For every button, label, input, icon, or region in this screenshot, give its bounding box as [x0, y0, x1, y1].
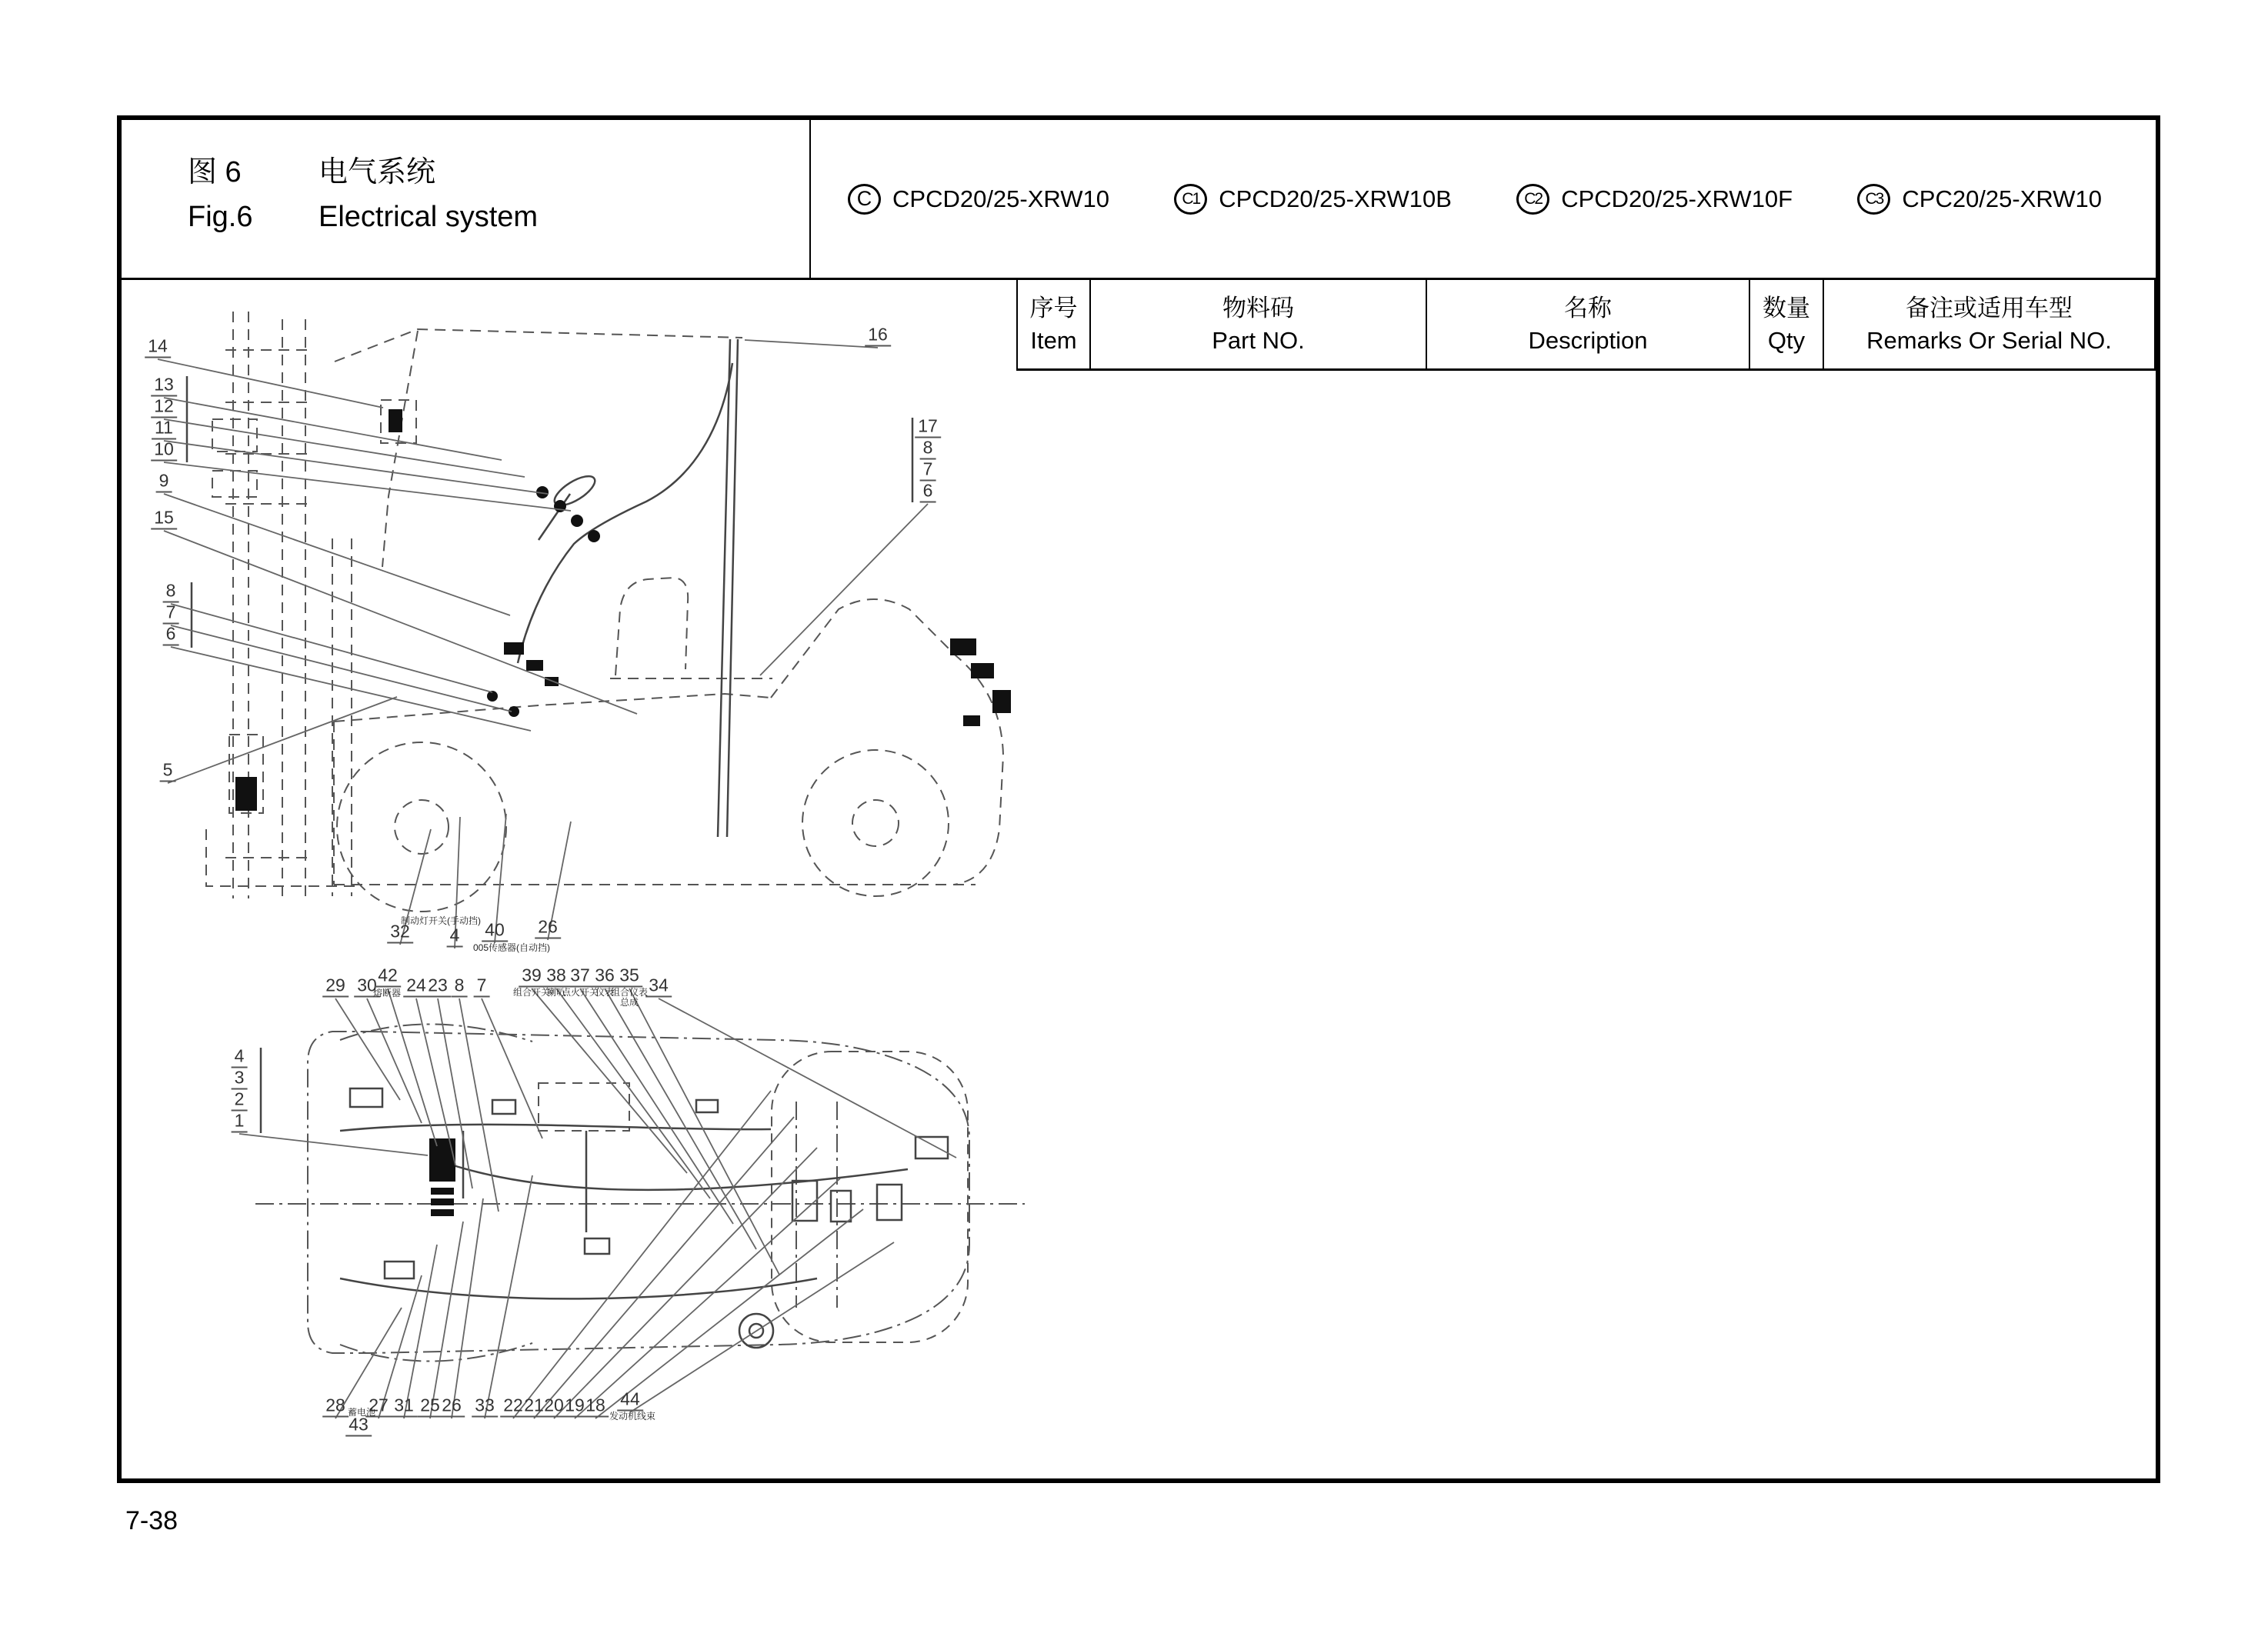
diagram-callout-23: 23: [425, 977, 451, 998]
diagram-callout-4: 4: [447, 927, 463, 948]
diagram-callout-7: 7: [474, 977, 490, 998]
diagram-callout-16: 16: [865, 326, 891, 347]
diagram-callout-27: 27: [365, 1397, 392, 1418]
model-badge-c1: C1: [1174, 184, 1207, 215]
diagram-callout-26: 26: [439, 1397, 465, 1418]
col-header-item: 序号 Item: [1017, 279, 1090, 370]
diagram-callout-11: 11: [152, 419, 176, 440]
diagram-callout-35: 35: [616, 967, 642, 988]
diagram-callout-26: 26: [535, 918, 561, 939]
fig-number-zh: 图 6: [188, 156, 242, 188]
diagram-callout-10: 10: [151, 441, 177, 462]
diagram-callout-24: 24: [403, 977, 429, 998]
diagram-callout-12: 12: [151, 398, 177, 418]
fig-title-zh: 电气系统: [319, 156, 436, 188]
diagram-callout-8: 8: [452, 977, 468, 998]
diagram-callout-1: 1: [232, 1112, 248, 1133]
diagram-tiny-annotation: 喇叭: [546, 987, 566, 998]
col-header-part-no: 物料码 Part NO.: [1090, 279, 1426, 370]
diagram-callout-43: 43: [345, 1416, 372, 1437]
model-code-item: [1857, 184, 2102, 215]
figure-title-block: [122, 120, 811, 278]
diagram-tiny-annotation: 点火开关: [561, 987, 599, 998]
diagram-callout-20: 20: [541, 1397, 567, 1418]
diagram-callout-29: 29: [322, 977, 349, 998]
col-header-description: 名称 Description: [1426, 279, 1749, 370]
diagram-callout-42: 42: [375, 967, 401, 988]
diagram-callout-2: 2: [232, 1091, 248, 1112]
model-code-label: CPCD20/25-XRW10F: [1561, 185, 1793, 212]
diagram-callout-7: 7: [920, 461, 936, 482]
diagram-callout-40: 40: [482, 922, 508, 942]
diagram-callout-31: 31: [391, 1397, 417, 1418]
page-number: 7-38: [125, 1506, 178, 1535]
diagram-callout-36: 36: [592, 967, 618, 988]
diagram-callout-18: 18: [582, 1397, 609, 1418]
diagram-callout-3: 3: [232, 1069, 248, 1090]
col-header-qty: 数量 Qty: [1749, 279, 1823, 370]
fig-number-en: Fig.6: [188, 201, 253, 233]
parts-table: [1016, 278, 2156, 1478]
diagram-callout-21: 21: [521, 1397, 547, 1418]
diagram-tiny-annotation: 蓄电池: [347, 1407, 376, 1418]
diagram-callout-34: 34: [645, 977, 672, 998]
table-header-row: [1017, 279, 2155, 370]
fig-title-en: Electrical system: [319, 201, 539, 233]
model-code-item: [1174, 184, 1452, 215]
model-code-item: [848, 184, 1109, 215]
model-badge-c3: C3: [1857, 184, 1890, 215]
model-badge-c: C: [848, 184, 881, 215]
diagram-callout-32: 32: [387, 923, 413, 944]
model-code-item: [1516, 184, 1793, 215]
diagram-callout-4: 4: [232, 1048, 248, 1068]
diagram-callout-6: 6: [920, 482, 936, 503]
diagram-tiny-annotation: 组合仪表: [610, 987, 649, 998]
col-header-remarks: 备注或适用车型 Remarks Or Serial NO.: [1823, 279, 2155, 370]
diagram-callout-30: 30: [354, 977, 380, 998]
page-border-frame: [117, 115, 2160, 1483]
diagram-callout-38: 38: [543, 967, 569, 988]
title-band: [122, 120, 2156, 280]
diagram-callout-22: 22: [500, 1397, 526, 1418]
model-code-label: CPCD20/25-XRW10: [892, 185, 1109, 212]
diagram-callout-19: 19: [562, 1397, 588, 1418]
diagram-callout-7: 7: [163, 604, 179, 625]
model-badge-c2: C2: [1516, 184, 1549, 215]
diagram-callout-15: 15: [151, 509, 177, 530]
diagram-callout-39: 39: [519, 967, 545, 988]
diagram-callout-13: 13: [151, 376, 177, 397]
model-codes-list: [811, 120, 2156, 278]
diagram-callout-33: 33: [472, 1397, 498, 1418]
diagram-tiny-annotation: 制动灯开关(手动挡): [401, 915, 481, 926]
diagram-tiny-annotation: 总成: [619, 997, 639, 1008]
diagram-callout-5: 5: [160, 762, 176, 782]
diagram-tiny-annotation: 发动机线束: [609, 1411, 656, 1422]
diagram-callout-6: 6: [163, 625, 179, 646]
diagram-callout-44: 44: [617, 1391, 643, 1412]
parts-table-wrap: [1016, 278, 2156, 1478]
diagram-tiny-annotation: 005传感器(自动挡): [472, 942, 551, 953]
model-code-label: CPC20/25-XRW10: [1902, 185, 2102, 212]
diagram-callout-17: 17: [915, 418, 941, 438]
diagram-callout-25: 25: [417, 1397, 443, 1418]
diagram-callout-8: 8: [920, 439, 936, 460]
diagram-callout-8: 8: [163, 582, 179, 603]
diagram-tiny-annotation: 熔断器: [372, 988, 402, 998]
model-code-label: CPCD20/25-XRW10B: [1219, 185, 1452, 212]
diagram-callout-28: 28: [322, 1397, 349, 1418]
diagram-tiny-annotation: 组合开关: [512, 987, 551, 998]
diagram-callout-37: 37: [567, 967, 593, 988]
diagram-callout-9: 9: [156, 472, 172, 493]
diagram-callout-14: 14: [145, 338, 171, 358]
diagram-tiny-annotation: 仪表: [595, 987, 615, 998]
